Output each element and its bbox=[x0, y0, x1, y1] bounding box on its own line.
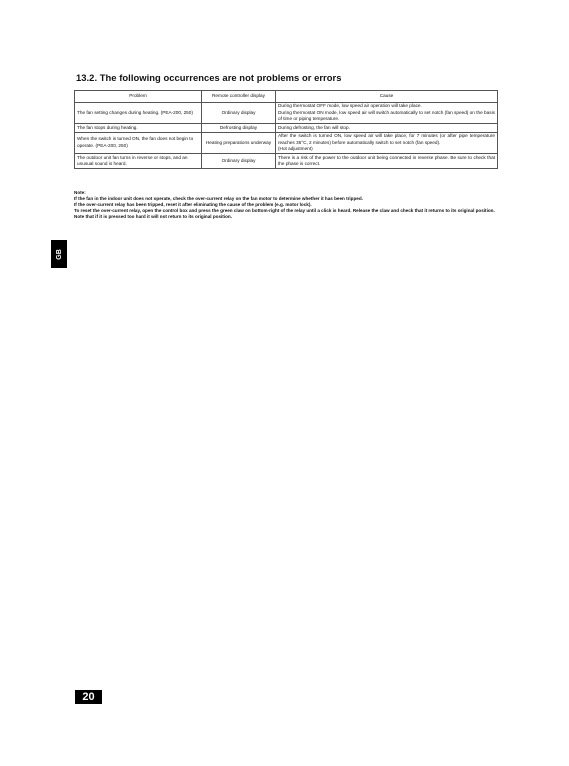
cause-cell bbox=[276, 132, 498, 153]
table-row bbox=[75, 132, 498, 153]
cause-line: After the switch is turned ON, low speed air will take place, for 7 minutes (or after pipe temperature reaches 35°C, 2 minutes) before automatically switch to set notch (fan speed). bbox=[278, 133, 495, 145]
column-header-cause: Cause bbox=[276, 91, 498, 103]
cause-cell bbox=[276, 123, 498, 132]
note-block bbox=[74, 190, 498, 220]
display-cell: Ordinary display bbox=[202, 153, 276, 168]
language-tab bbox=[51, 240, 67, 268]
table-row bbox=[75, 123, 498, 132]
cause-line: There is a risk of the power to the outdoor unit being connected in reverse phase. Be sure to check that the phase is correct. bbox=[278, 154, 495, 166]
cause-cell bbox=[276, 153, 498, 168]
cause-line: (Hot adjustment) bbox=[278, 145, 313, 151]
table-header-row bbox=[75, 91, 498, 103]
column-header-problem: Problem bbox=[75, 91, 202, 103]
cause-line: During defrosting, the fan will stop. bbox=[278, 124, 350, 130]
note-line: If the fan in the indoor unit does not operate, check the over-current relay on the fan motor to determine whether it has been tripped. bbox=[74, 196, 363, 201]
table-row bbox=[75, 153, 498, 168]
table-row bbox=[75, 102, 498, 123]
cause-line: During thermostat ON mode, low speed air will switch automatically to set notch (fan speed) on the basis of time or piping temperature. bbox=[278, 109, 495, 121]
cause-line: During thermostat OFF mode, low speed air operation will take place. bbox=[278, 103, 422, 109]
note-line: Note that if it is pressed too hard it will not return to its original position. bbox=[74, 214, 232, 219]
display-cell: Heating preparations underway bbox=[202, 132, 276, 153]
display-cell: Ordinary display bbox=[202, 102, 276, 123]
display-cell: Defrosting display bbox=[202, 123, 276, 132]
note-line: If the over-current relay has been tripped, reset it after eliminating the cause of the problem (e.g. motor lock). bbox=[74, 202, 312, 207]
language-tab-label: GB bbox=[55, 248, 63, 260]
problem-cell: When the switch is turned ON, the fan does not begin to operate. (PEA-200, 250) bbox=[75, 132, 202, 153]
page-number: 20 bbox=[82, 691, 95, 703]
problem-cell: The fan stops during heating. bbox=[75, 123, 202, 132]
troubleshooting-table bbox=[74, 90, 498, 169]
column-header-display: Remote controller display bbox=[202, 91, 276, 103]
section-heading: 13.2. The following occurrences are not problems or errors bbox=[76, 72, 342, 83]
cause-cell bbox=[276, 102, 498, 123]
problem-cell: The outdoor unit fan turns in reverse or stops, and an unusual sound is heard. bbox=[75, 153, 202, 168]
note-title: Note: bbox=[74, 190, 86, 195]
note-line: To reset the over-current relay, open the control box and press the green claw on bottom-right of the relay until a click is heard. Release the claw and check that it returns to its original position. bbox=[74, 208, 495, 213]
page-number-box bbox=[75, 690, 102, 704]
problem-cell: The fan setting changes during heating. (PEA-200, 250) bbox=[75, 102, 202, 123]
